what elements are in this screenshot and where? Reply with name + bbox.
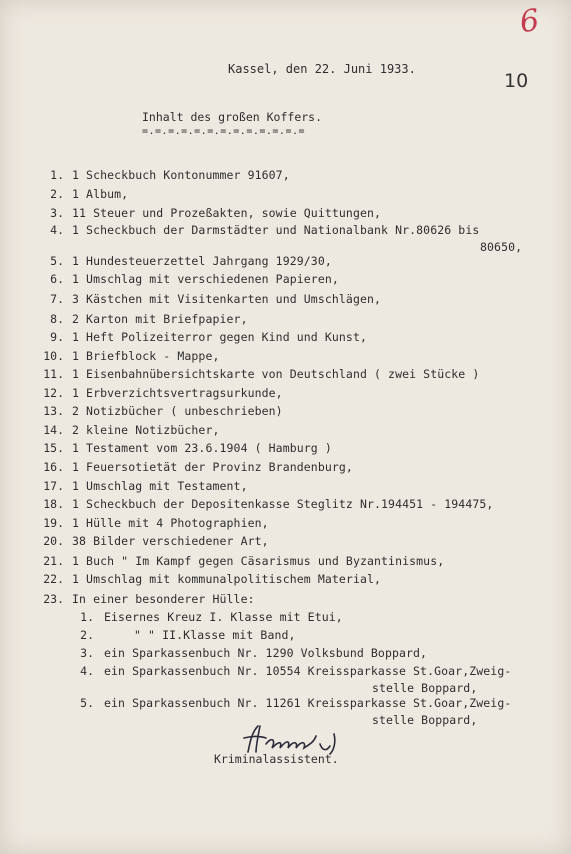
item-text: 1 Scheckbuch der Darmstädter und Nationalbank Nr.80626 bis	[72, 223, 480, 237]
subitem-number: 2.	[80, 628, 94, 642]
item-text: 1 Buch " Im Kampf gegen Cäsarismus und Byzantinismus,	[72, 554, 445, 568]
subitem-text: " " II.Klasse mit Band,	[134, 628, 296, 642]
subitem-number: 4.	[80, 664, 94, 678]
signature-title: Kriminalassistent.	[214, 752, 339, 766]
item-text: 1 Umschlag mit verschiedenen Papieren,	[72, 272, 339, 286]
item-text: 1 Hülle mit 4 Photographien,	[72, 516, 269, 530]
subitem-number: 5.	[80, 696, 94, 710]
subitem-number: 3.	[80, 646, 94, 660]
item-number: 12.	[43, 386, 64, 400]
page-number: 10	[504, 70, 529, 92]
subitem-text: ein Sparkassenbuch Nr. 10554 Kreissparkasse St.Goar,Zweig-	[104, 664, 512, 678]
item-number: 2.	[50, 187, 64, 201]
subitem-number: 1.	[80, 610, 94, 624]
item-number: 9.	[50, 330, 64, 344]
subitem-text-continuation: stelle Boppard,	[372, 713, 478, 727]
item-text: 2 Karton mit Briefpapier,	[72, 312, 248, 326]
subitem-text: Eisernes Kreuz I. Klasse mit Etui,	[104, 610, 343, 624]
title-underline: =.=.=.=.=.=.=.=.=.=.=.=.=	[142, 126, 306, 137]
item-text: 2 Notizbücher ( unbeschrieben)	[72, 404, 283, 418]
item-text: 1 Heft Polizeiterror gegen Kind und Kunst,	[72, 330, 367, 344]
item-number: 22.	[43, 572, 64, 586]
item-text: 1 Album,	[72, 187, 129, 201]
item-text: 1 Eisenbahnübersichtskarte von Deutschland ( zwei Stücke )	[72, 367, 480, 381]
item-text: 38 Bilder verschiedener Art,	[72, 534, 269, 548]
item-number: 23.	[43, 592, 64, 606]
item-number: 21.	[43, 554, 64, 568]
item-number: 19.	[43, 516, 64, 530]
item-text: 1 Umschlag mit kommunalpolitischem Material,	[72, 572, 382, 586]
place-date-heading: Kassel, den 22. Juni 1933.	[228, 62, 416, 76]
item-text: 1 Erbverzichtsvertragsurkunde,	[72, 386, 283, 400]
item-number: 20.	[43, 534, 64, 548]
item-number: 16.	[43, 460, 64, 474]
item-number: 1.	[50, 168, 64, 182]
item-text: 2 kleine Notizbücher,	[72, 423, 220, 437]
item-number: 13.	[43, 404, 64, 418]
item-text: 1 Testament vom 23.6.1904 ( Hamburg )	[72, 441, 332, 455]
item-number: 8.	[50, 312, 64, 326]
handwritten-signature	[236, 722, 346, 756]
item-number: 10.	[43, 349, 64, 363]
subitem-text: ein Sparkassenbuch Nr. 11261 Kreissparkasse St.Goar,Zweig-	[104, 696, 512, 710]
item-number: 4.	[50, 223, 64, 237]
item-text-continuation: 80650,	[480, 240, 523, 254]
document-title: Inhalt des großen Koffers.	[142, 110, 323, 124]
item-number: 5.	[50, 254, 64, 268]
item-text: 1 Hundesteuerzettel Jahrgang 1929/30,	[72, 254, 332, 268]
item-number: 18.	[43, 497, 64, 511]
item-number: 6.	[50, 272, 64, 286]
item-text: 3 Kästchen mit Visitenkarten und Umschlägen,	[72, 292, 382, 306]
item-text: 1 Briefblock - Mappe,	[72, 349, 220, 363]
item-number: 14.	[43, 423, 64, 437]
subitem-text-continuation: stelle Boppard,	[372, 681, 478, 695]
item-text: In einer besonderer Hülle:	[72, 592, 255, 606]
item-number: 17.	[43, 479, 64, 493]
item-text: 1 Umschlag mit Testament,	[72, 479, 248, 493]
subitem-text: ein Sparkassenbuch Nr. 1290 Volksbund Boppard,	[104, 646, 428, 660]
item-text: 1 Scheckbuch Kontonummer 91607,	[72, 168, 290, 182]
item-number: 11.	[43, 367, 64, 381]
item-number: 15.	[43, 441, 64, 455]
item-text: 1 Scheckbuch der Depositenkasse Steglitz Nr.194451 - 194475,	[72, 497, 494, 511]
item-number: 7.	[50, 292, 64, 306]
item-text: 11 Steuer und Prozeßakten, sowie Quittungen,	[72, 206, 382, 220]
item-number: 3.	[50, 206, 64, 220]
corner-mark: 6	[517, 2, 542, 41]
item-text: 1 Feuersotietät der Provinz Brandenburg,	[72, 460, 353, 474]
